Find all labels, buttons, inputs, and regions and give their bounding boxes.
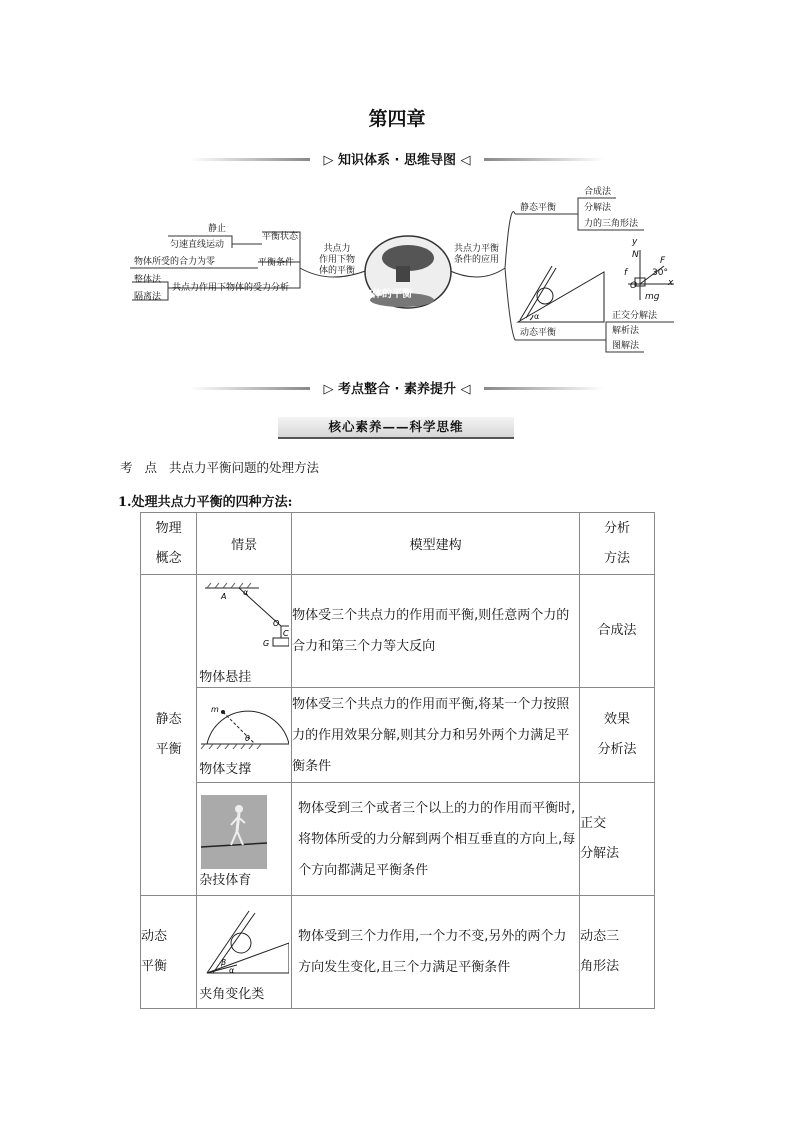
- center-node: 物体的平衡: [362, 289, 412, 300]
- method-cell: 正交 分解法: [580, 783, 655, 896]
- node-pingheng-tiaojian: 平衡条件: [258, 258, 295, 268]
- fig-label-x: x: [668, 278, 674, 288]
- node-yunsu: 匀速直线运动: [170, 240, 225, 250]
- node-jingzhi: 静止: [208, 224, 227, 234]
- node-jingtai: 静态平衡: [520, 203, 557, 213]
- scene-label: 杂技体育: [199, 872, 252, 888]
- table-header-row: [141, 513, 655, 575]
- table-row: [141, 896, 655, 1009]
- svg-text:A: A: [221, 591, 227, 601]
- svg-text:α: α: [229, 965, 235, 975]
- table-row: [141, 575, 655, 688]
- angle-change-figure: [197, 903, 289, 983]
- method-cell: 效果 分析法: [580, 688, 655, 783]
- scene-cell: [197, 783, 292, 896]
- fig-label-mg: mg: [645, 292, 660, 302]
- model-description: 物体受三个共点力的作用而平衡,将某一个力按照力的作用效果分解,则其分力和另外两个力满足平衡条件: [292, 688, 580, 783]
- banner-arrow-right-icon: ▷: [323, 382, 334, 397]
- banner-arrow-left-icon: ◁: [460, 382, 471, 397]
- svg-text:β: β: [221, 957, 227, 967]
- banner-title: 知识体系 · 思维导图: [338, 153, 456, 168]
- fig-label-y: y: [632, 237, 638, 247]
- svg-text:C: C: [283, 628, 289, 638]
- svg-text:θ: θ: [245, 733, 251, 743]
- acrobat-photo: [201, 795, 267, 869]
- scene-label: 夹角变化类: [199, 986, 265, 1002]
- node-dongtai: 动态平衡: [520, 328, 557, 338]
- scene-cell: [197, 688, 292, 783]
- svg-text:m: m: [211, 704, 219, 714]
- group-static: 静态 平衡: [141, 575, 197, 896]
- node-gelifa: 隔离法: [134, 292, 162, 302]
- header-model: 模型建构: [292, 513, 580, 575]
- fig-label-F: F: [660, 256, 666, 266]
- header-concept: 物理 概念: [141, 513, 197, 575]
- model-description: 物体受到三个力作用,一个力不变,另外的两个力方向发生变化,且三个力满足平衡条件: [292, 896, 580, 1009]
- fig-label-alpha: α: [534, 312, 540, 321]
- banner-title: 考点整合 · 素养提升: [338, 382, 456, 397]
- chapter-title: 第四章: [368, 108, 426, 130]
- method-cell: 动态三 角形法: [580, 896, 655, 1009]
- node-sanjiaoxing: 力的三角形法: [584, 219, 639, 229]
- node-fenjiefa: 分解法: [584, 203, 612, 213]
- node-shouli: 共点力作用下物体的受力分析: [172, 283, 290, 293]
- hanging-figure: [197, 578, 289, 666]
- svg-text:α: α: [243, 587, 249, 597]
- scene-cell: [197, 896, 292, 1009]
- svg-text:G: G: [263, 638, 270, 648]
- kaodian-line: 考 点 共点力平衡问题的处理方法: [120, 460, 320, 475]
- fig-label-O: O: [630, 281, 638, 291]
- right-mid-node: 共点力平衡 条件的应用: [454, 244, 500, 265]
- kaodian-title: 共点力平衡问题的处理方法: [169, 460, 320, 475]
- header-scene: 情景: [197, 513, 292, 575]
- table-row: [141, 783, 655, 896]
- node-tujiefa: 图解法: [612, 341, 640, 351]
- node-jiexifa: 解析法: [612, 326, 640, 336]
- node-zhengtifa: 整体法: [134, 275, 162, 285]
- scene-label: 物体支撑: [199, 761, 252, 777]
- node-heli-zero: 物体所受的合力为零: [134, 257, 216, 267]
- method-cell: 合成法: [580, 575, 655, 688]
- node-hechengfa: 合成法: [584, 187, 612, 197]
- mind-map-connectors: [0, 0, 794, 360]
- model-description: 物体受三个共点力的作用而平衡,则任意两个力的合力和第三个力等大反向: [292, 575, 580, 688]
- fig-label-f: f: [624, 268, 628, 278]
- node-zhengjiao: 正交分解法: [612, 311, 658, 321]
- scene-label: 物体悬挂: [199, 669, 252, 685]
- header-method: 分析 方法: [580, 513, 655, 575]
- model-description: 物体受到三个或者三个以上的力的作用而平衡时,将物体所受的力分解到两个相互垂直的方向上,每个方向都满足平衡条件: [292, 783, 580, 896]
- section-tab-core: 核心素养——科学思维: [278, 417, 514, 439]
- banner-arrow-left-icon: ◁: [460, 153, 471, 168]
- left-mid-node: 共点力 作用下物 体的平衡: [318, 244, 355, 276]
- mind-map: [0, 0, 794, 360]
- table-row: [141, 688, 655, 783]
- scene-cell: [197, 575, 292, 688]
- fig-label-angle: 30°: [652, 268, 668, 278]
- fig-label-N: N: [632, 250, 639, 260]
- section-banner-kaodian: [190, 377, 604, 399]
- acrobat-icon: [201, 795, 267, 869]
- banner-arrow-right-icon: ▷: [323, 153, 334, 168]
- node-pingheng-zhuangtai: 平衡状态: [262, 232, 299, 242]
- svg-text:O: O: [273, 618, 280, 628]
- group-dynamic: 动态 平衡: [141, 896, 197, 1009]
- support-figure: [197, 694, 289, 758]
- methods-table: [140, 512, 655, 1009]
- heading-four-methods: 1.处理共点力平衡的四种方法:: [118, 495, 293, 510]
